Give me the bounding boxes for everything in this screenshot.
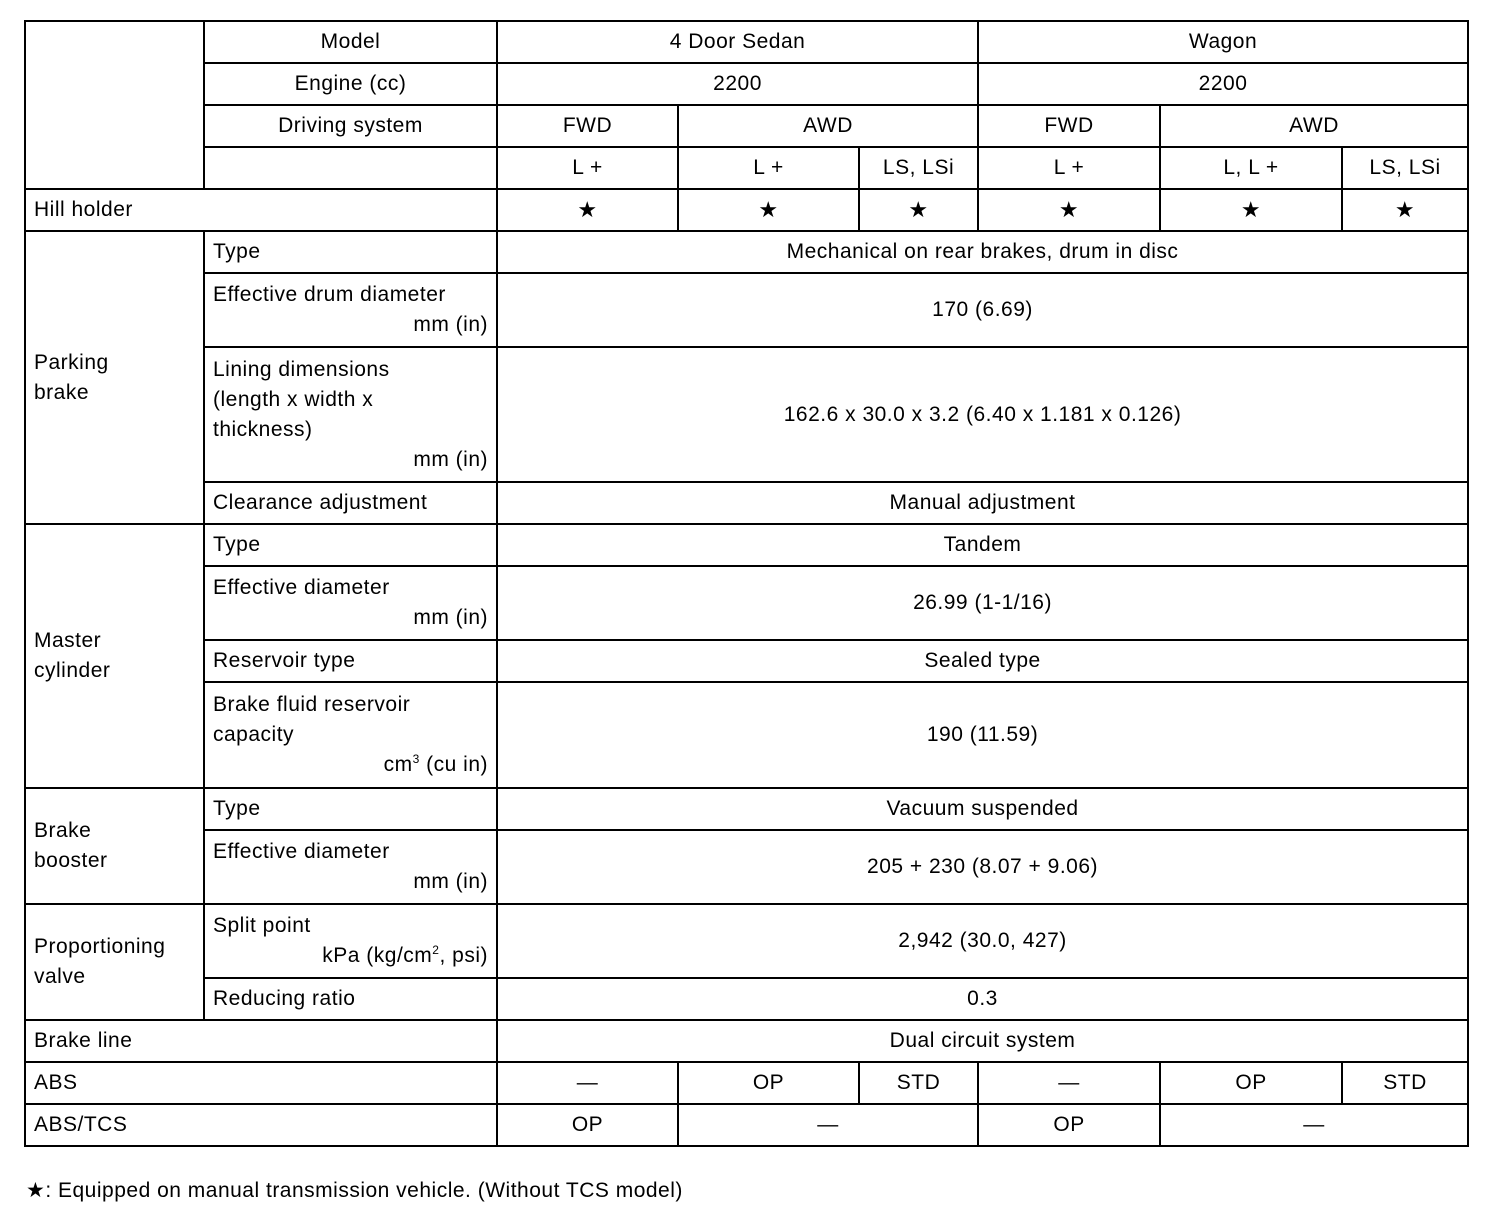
booster-type-row <box>25 788 1468 830</box>
lining-label-line-3: thickness) <box>213 417 313 441</box>
parking-clearance-value: Manual adjustment <box>497 482 1468 524</box>
abs-cell: STD <box>1342 1062 1468 1104</box>
parking-drum-label <box>204 273 497 347</box>
wagon-header: Wagon <box>978 21 1468 63</box>
star-icon: ★ <box>1342 189 1468 231</box>
valve-split-label <box>204 904 497 978</box>
booster-diameter-label <box>204 830 497 904</box>
star-icon: ★ <box>497 189 678 231</box>
parking-type-value: Mechanical on rear brakes, drum in disc <box>497 231 1468 273</box>
abs-cell: OP <box>678 1062 859 1104</box>
valve-split-row <box>25 904 1468 978</box>
brake-line-row <box>25 1020 1468 1062</box>
abs-label: ABS <box>25 1062 497 1104</box>
split-unit-sup: 2 <box>432 943 440 957</box>
split-unit-base: kPa (kg/cm <box>322 944 433 967</box>
capacity-unit-base: cm <box>383 753 413 776</box>
master-capacity-label <box>204 682 497 788</box>
split-unit <box>213 941 488 971</box>
master-diameter-value: 26.99 (1-1/16) <box>497 566 1468 640</box>
split-label-text: Split point <box>213 914 311 937</box>
abs-tcs-wagon-fwd: OP <box>978 1104 1160 1146</box>
parking-clearance-label: Clearance adjustment <box>204 482 497 524</box>
capacity-unit <box>213 750 488 780</box>
capacity-unit-sup: 3 <box>412 752 420 766</box>
capacity-unit-rest: (cu in) <box>419 753 488 776</box>
star-icon: ★ <box>678 189 859 231</box>
parking-brake-group: Parking brake <box>25 231 204 524</box>
abs-cell: STD <box>859 1062 978 1104</box>
abs-tcs-row <box>25 1104 1468 1146</box>
valve-ratio-value: 0.3 <box>497 978 1468 1020</box>
sedan-header: 4 Door Sedan <box>497 21 978 63</box>
split-unit-rest: , psi) <box>439 944 488 967</box>
engine-label: Engine (cc) <box>204 63 497 105</box>
wagon-awd: AWD <box>1160 105 1468 147</box>
abs-tcs-label: ABS/TCS <box>25 1104 497 1146</box>
header-corner-cell <box>25 21 204 189</box>
header-row-driving <box>25 105 1468 147</box>
capacity-label-line-2: capacity <box>213 723 295 746</box>
master-diameter-label <box>204 566 497 640</box>
driving-label: Driving system <box>204 105 497 147</box>
header-row-engine <box>25 63 1468 105</box>
master-diameter-unit: mm (in) <box>413 606 488 629</box>
parking-type-label: Type <box>204 231 497 273</box>
grade-cell: L + <box>678 147 859 189</box>
parking-drum-row <box>25 273 1468 347</box>
abs-tcs-sedan-awd: — <box>678 1104 978 1146</box>
parking-clearance-row <box>25 482 1468 524</box>
brake-line-value: Dual circuit system <box>497 1020 1468 1062</box>
master-diameter-row <box>25 566 1468 640</box>
drum-unit: mm (in) <box>413 313 488 336</box>
master-type-row <box>25 524 1468 566</box>
drum-label-text: Effective drum diameter <box>213 283 446 306</box>
header-row-grade <box>25 147 1468 189</box>
grade-cell: L, L + <box>1160 147 1342 189</box>
master-reservoir-row <box>25 640 1468 682</box>
master-type-value: Tandem <box>497 524 1468 566</box>
brake-line-label: Brake line <box>25 1020 497 1062</box>
master-type-label: Type <box>204 524 497 566</box>
wagon-fwd: FWD <box>978 105 1160 147</box>
parking-type-row <box>25 231 1468 273</box>
sedan-fwd: FWD <box>497 105 678 147</box>
abs-tcs-sedan-fwd: OP <box>497 1104 678 1146</box>
hill-holder-label: Hill holder <box>25 189 497 231</box>
booster-diameter-label-text: Effective diameter <box>213 840 390 863</box>
lining-label-line-1: Lining dimensions <box>213 357 390 381</box>
star-icon: ★ <box>859 189 978 231</box>
parking-drum-value: 170 (6.69) <box>497 273 1468 347</box>
valve-ratio-row <box>25 978 1468 1020</box>
header-row-model <box>25 21 1468 63</box>
abs-cell: — <box>978 1062 1160 1104</box>
capacity-label-line-1: Brake fluid reservoir <box>213 693 411 716</box>
abs-cell: OP <box>1160 1062 1342 1104</box>
hill-holder-row <box>25 189 1468 231</box>
valve-split-value: 2,942 (30.0, 427) <box>497 904 1468 978</box>
master-reservoir-label: Reservoir type <box>204 640 497 682</box>
booster-diameter-unit: mm (in) <box>413 870 488 893</box>
grade-label-empty <box>204 147 497 189</box>
parking-lining-label <box>204 347 497 482</box>
grade-cell: L + <box>978 147 1160 189</box>
booster-diameter-value: 205 + 230 (8.07 + 9.06) <box>497 830 1468 904</box>
abs-row <box>25 1062 1468 1104</box>
model-label: Model <box>204 21 497 63</box>
abs-cell: — <box>497 1062 678 1104</box>
master-diameter-label-text: Effective diameter <box>213 576 390 599</box>
grade-cell: LS, LSi <box>1342 147 1468 189</box>
lining-unit: mm (in) <box>413 447 488 471</box>
parking-lining-row <box>25 347 1468 482</box>
master-capacity-value: 190 (11.59) <box>497 682 1468 788</box>
grade-cell: LS, LSi <box>859 147 978 189</box>
master-reservoir-value: Sealed type <box>497 640 1468 682</box>
sedan-engine: 2200 <box>497 63 978 105</box>
proportioning-valve-group: Proportioning valve <box>25 904 204 1020</box>
lining-label-line-2: (length x width x <box>213 387 374 411</box>
abs-tcs-wagon-awd: — <box>1160 1104 1468 1146</box>
booster-diameter-row <box>25 830 1468 904</box>
grade-cell: L + <box>497 147 678 189</box>
sedan-awd: AWD <box>678 105 978 147</box>
master-cylinder-group: Master cylinder <box>25 524 204 788</box>
master-capacity-row <box>25 682 1468 788</box>
star-icon: ★ <box>978 189 1160 231</box>
star-icon: ★ <box>1160 189 1342 231</box>
booster-type-value: Vacuum suspended <box>497 788 1468 830</box>
footnote: ★: Equipped on manual transmission vehicle. (Without TCS model) <box>26 1179 683 1202</box>
parking-lining-value: 162.6 x 30.0 x 3.2 (6.40 x 1.181 x 0.126) <box>497 347 1468 482</box>
valve-ratio-label: Reducing ratio <box>204 978 497 1020</box>
wagon-engine: 2200 <box>978 63 1468 105</box>
brake-spec-table <box>24 20 1469 1147</box>
booster-type-label: Type <box>204 788 497 830</box>
brake-booster-group: Brake booster <box>25 788 204 904</box>
